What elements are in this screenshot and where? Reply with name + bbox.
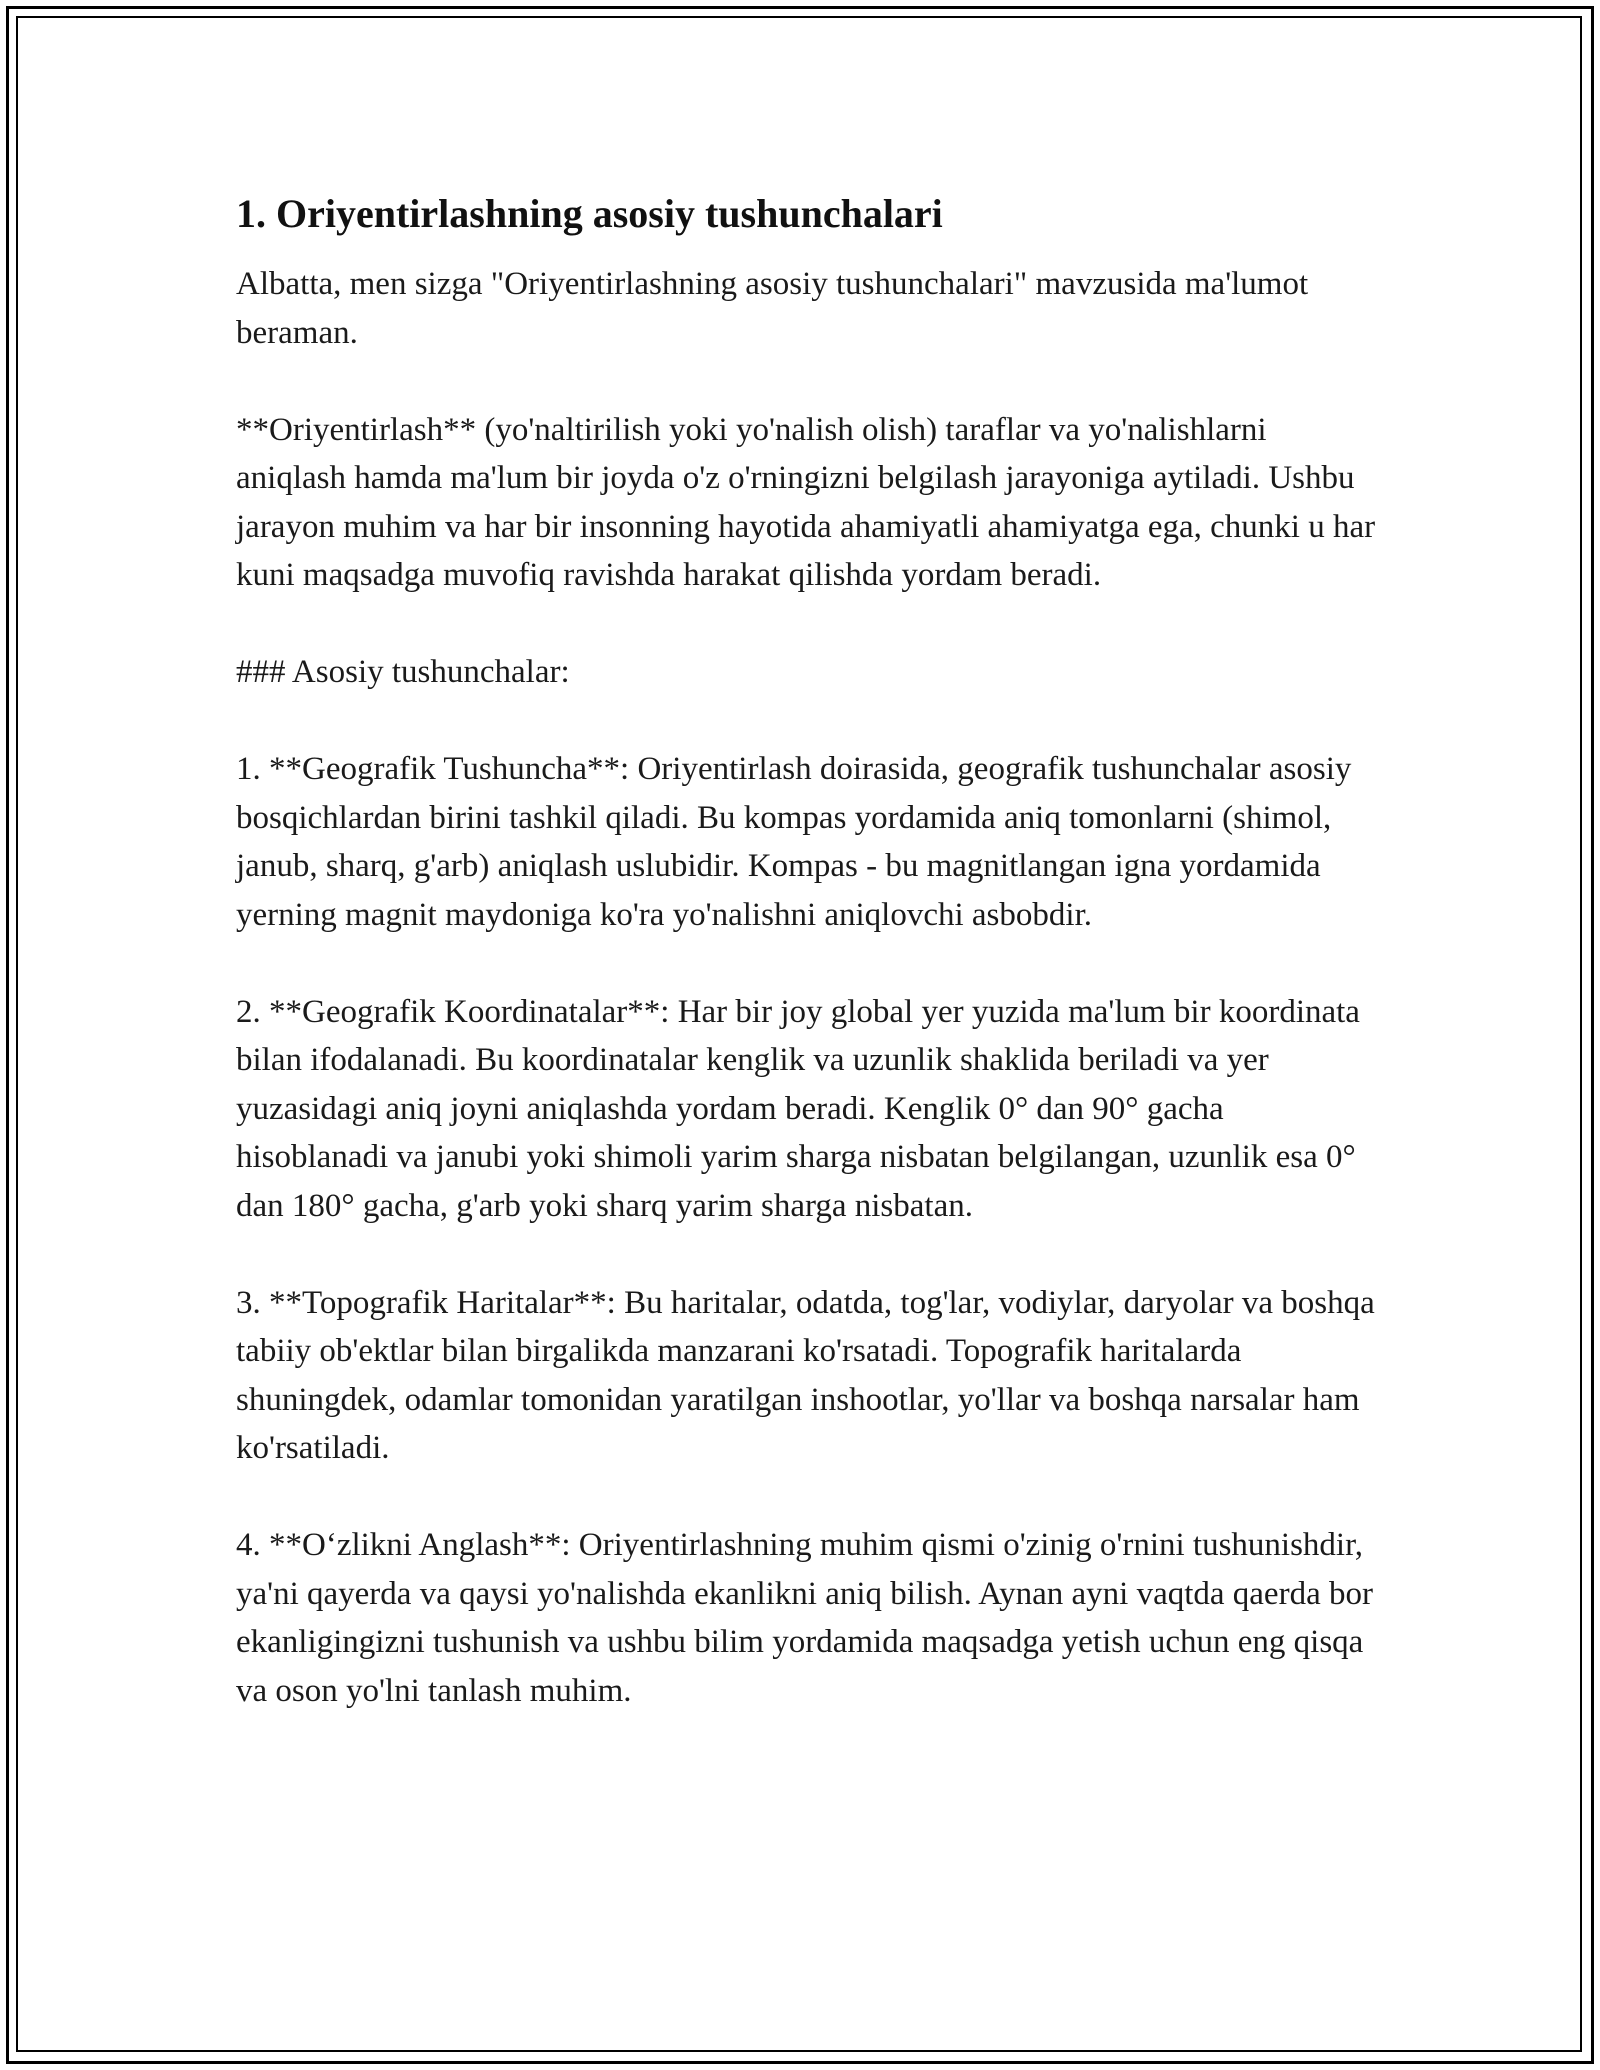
paragraph-item-4: 4. **O‘zlikni Anglash**: Oriyentirlashning muhim qismi o'zinig o'rnini tushunishdir, ya'ni qayerda va qaysi yo'nalishda ekanlikni aniq bilish. Aynan ayni vaqtda qaerda bor ekanligingizni tushunish va ushbu bilim yordamida maqsadga yetish uchun eng qisqa va oson yo'lni tanlash muhim. bbox=[236, 1527, 1373, 1709]
paragraph-item-1: 1. **Geografik Tushuncha**: Oriyentirlash doirasida, geografik tushunchalar asosiy bosqichlardan birini tashkil qiladi. Bu kompas yordamida aniq tomonlarni (shimol, janub, sharq, g'arb) aniqlash uslubidir. Kompas - bu magnitlangan igna yordamida yerning magnit maydoniga ko'ra yo'nalishni aniqlovchi asbobdir. bbox=[236, 751, 1352, 933]
paragraph-item-2: 2. **Geografik Koordinatalar**: Har bir joy global yer yuzida ma'lum bir koordinata bilan ifodalanadi. Bu koordinatalar kenglik va uzunlik shaklida beriladi va yer yuzasidagi aniq joyni aniqlashda yordam beradi. Kenglik 0° dan 90° gacha hisoblanadi va janubi yoki shimoli yarim sharga nisbatan belgilangan, uzunlik esa 0° dan 180° gacha, g'arb yoki sharq yarim sharga nisbatan. bbox=[236, 993, 1360, 1224]
paragraph-subheading: ### Asosiy tushunchalar: bbox=[236, 654, 570, 690]
paragraph-item-3: 3. **Topografik Haritalar**: Bu haritalar, odatda, tog'lar, vodiylar, daryolar va boshqa tabiiy ob'ektlar bilan birgalikda manzarani ko'rsatadi. Topografik haritalarda shuningdek, odamlar tomonidan yaratilgan inshootlar, yo'llar va boshqa narsalar ham ko'rsatiladi. bbox=[236, 1284, 1375, 1466]
document-body bbox=[236, 186, 1376, 1715]
document-heading: 1. Oriyentirlashning asosiy tushunchalari bbox=[236, 191, 943, 236]
paragraph-definition: **Oriyentirlash** (yo'naltirilish yoki yo'nalish olish) taraflar va yo'nalishlarni aniqlash hamda ma'lum bir joyda o'z o'rningizni belgilash jarayoniga aytiladi. Ushbu jarayon muhim va har bir insonning hayotida ahamiyatli ahamiyatga ega, chunki u har kuni maqsadga muvofiq ravishda harakat qilishda yordam beradi. bbox=[236, 411, 1376, 593]
paragraph-intro: Albatta, men sizga "Oriyentirlashning asosiy tushunchalari" mavzusida ma'lumot beraman. bbox=[236, 266, 1309, 351]
